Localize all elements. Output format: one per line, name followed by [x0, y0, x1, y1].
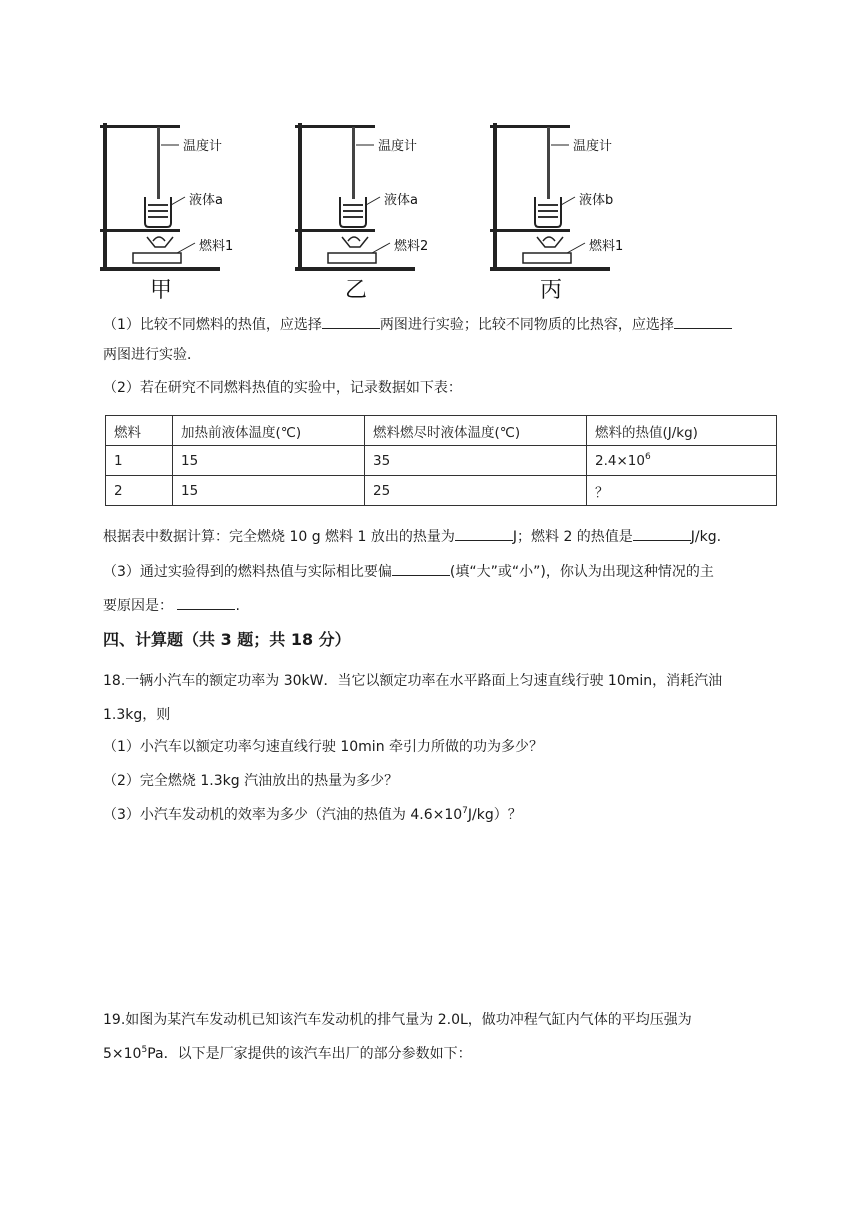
thermometer-label: 温度计: [573, 139, 613, 154]
table-cell: 1: [106, 446, 173, 476]
q19-line2-text-a: 5×10: [103, 1046, 142, 1062]
answer-blank[interactable]: [455, 526, 513, 541]
q17-calc-text-b: J；燃料 2 的热值是: [512, 529, 633, 545]
q17-p3-text-b: (填“大”或“小”)，你认为出现这种情况的主: [449, 564, 714, 580]
answer-blank[interactable]: [633, 526, 691, 541]
q17-part1-line1: [103, 314, 732, 335]
figure-yi: [290, 105, 450, 305]
q18-line2: 1.3kg，则: [103, 707, 171, 723]
figure-caption: 甲: [150, 278, 173, 303]
liquid-label: 液体b: [579, 193, 614, 208]
table-cell: 15: [173, 476, 365, 506]
exponent: 7: [462, 806, 468, 816]
section-heading: 四、计算题（共 3 题；共 18 分）: [103, 630, 351, 649]
table-cell: 2: [106, 476, 173, 506]
q18-sub2: （2）完全燃烧 1.3kg 汽油放出的热量为多少？: [103, 773, 399, 789]
q17-part2-line: （2）若在研究不同燃料热值的实验中，记录数据如下表：: [103, 380, 462, 396]
q19-line1: 19.如图为某汽车发动机已知该汽车发动机的排气量为 2.0L，做功冲程气缸内气体的平均压强为: [103, 1012, 692, 1028]
q19-line2-text-b: Pa．以下是厂家提供的该汽车出厂的部分参数如下：: [147, 1046, 472, 1062]
table-cell: 25: [365, 476, 587, 506]
q17-part3-line2: [103, 595, 240, 616]
q18-sub3-text-b: J/kg）？: [467, 807, 522, 823]
q17-calc-text-a: 根据表中数据计算：完全燃烧 10 g 燃料 1 放出的热量为: [103, 529, 455, 545]
q17-part1-line2: 两图进行实验．: [103, 347, 201, 363]
table-header: 燃料燃尽时液体温度(℃): [365, 416, 587, 446]
answer-blank[interactable]: [392, 561, 450, 576]
q17-calc-text-c: J/kg.: [690, 529, 722, 545]
q19-line2: [103, 1044, 472, 1064]
q17-part3-line1: [103, 561, 714, 582]
thermometer-label: 温度计: [183, 139, 223, 154]
table-cell: 15: [173, 446, 365, 476]
fuel-data-table: [105, 415, 777, 506]
q17-p3-text-a: （3）通过实验得到的燃料热值与实际相比要偏: [103, 564, 392, 580]
q17-p1-text-a: （1）比较不同燃料的热值，应选择: [103, 317, 322, 333]
table-row: [106, 446, 777, 476]
table-header-row: [106, 416, 777, 446]
q17-calc-line: [103, 526, 721, 547]
fuel-label: 燃料1: [589, 239, 624, 254]
answer-blank[interactable]: [177, 595, 235, 610]
figure-caption: 丙: [540, 278, 563, 303]
table-row: [106, 476, 777, 506]
figure-caption: 乙: [345, 278, 368, 303]
table-cell: [587, 446, 777, 476]
q18-sub1: （1）小汽车以额定功率匀速直线行驶 10min 牵引力所做的功为多少？: [103, 739, 544, 755]
heat-value-base: ？: [595, 484, 609, 501]
figure-bing: [485, 105, 645, 305]
heat-value-base: 2.4×10: [595, 452, 645, 469]
q18-sub3-text-a: （3）小汽车发动机的效率为多少（汽油的热值为 4.6×10: [103, 807, 463, 823]
q18-line1: 18.一辆小汽车的额定功率为 30kW．当它以额定功率在水平路面上匀速直线行驶 10min，消耗汽油: [103, 673, 723, 689]
table-header: 燃料的热值(J/kg): [587, 416, 777, 446]
thermometer-label: 温度计: [378, 139, 418, 154]
fuel-label: 燃料2: [394, 239, 429, 254]
heat-value-exponent: 6: [644, 451, 651, 462]
liquid-label: 液体a: [189, 193, 223, 208]
table-cell: [587, 476, 777, 506]
experiment-figures: [95, 105, 655, 305]
answer-blank[interactable]: [674, 314, 732, 329]
q17-p1-text-b: 两图进行实验；比较不同物质的比热容，应选择: [379, 317, 674, 333]
table-header: 加热前液体温度(℃): [173, 416, 365, 446]
table-cell: 35: [365, 446, 587, 476]
liquid-label: 液体a: [384, 193, 418, 208]
exponent: 5: [141, 1045, 148, 1055]
table-header: 燃料: [106, 416, 173, 446]
q17-p3-text-d: .: [235, 598, 240, 614]
q18-sub3: [103, 805, 522, 825]
answer-blank[interactable]: [322, 314, 380, 329]
q17-p3-text-c: 要原因是：: [103, 598, 173, 614]
fuel-label: 燃料1: [199, 239, 234, 254]
figure-jia: [95, 105, 255, 305]
